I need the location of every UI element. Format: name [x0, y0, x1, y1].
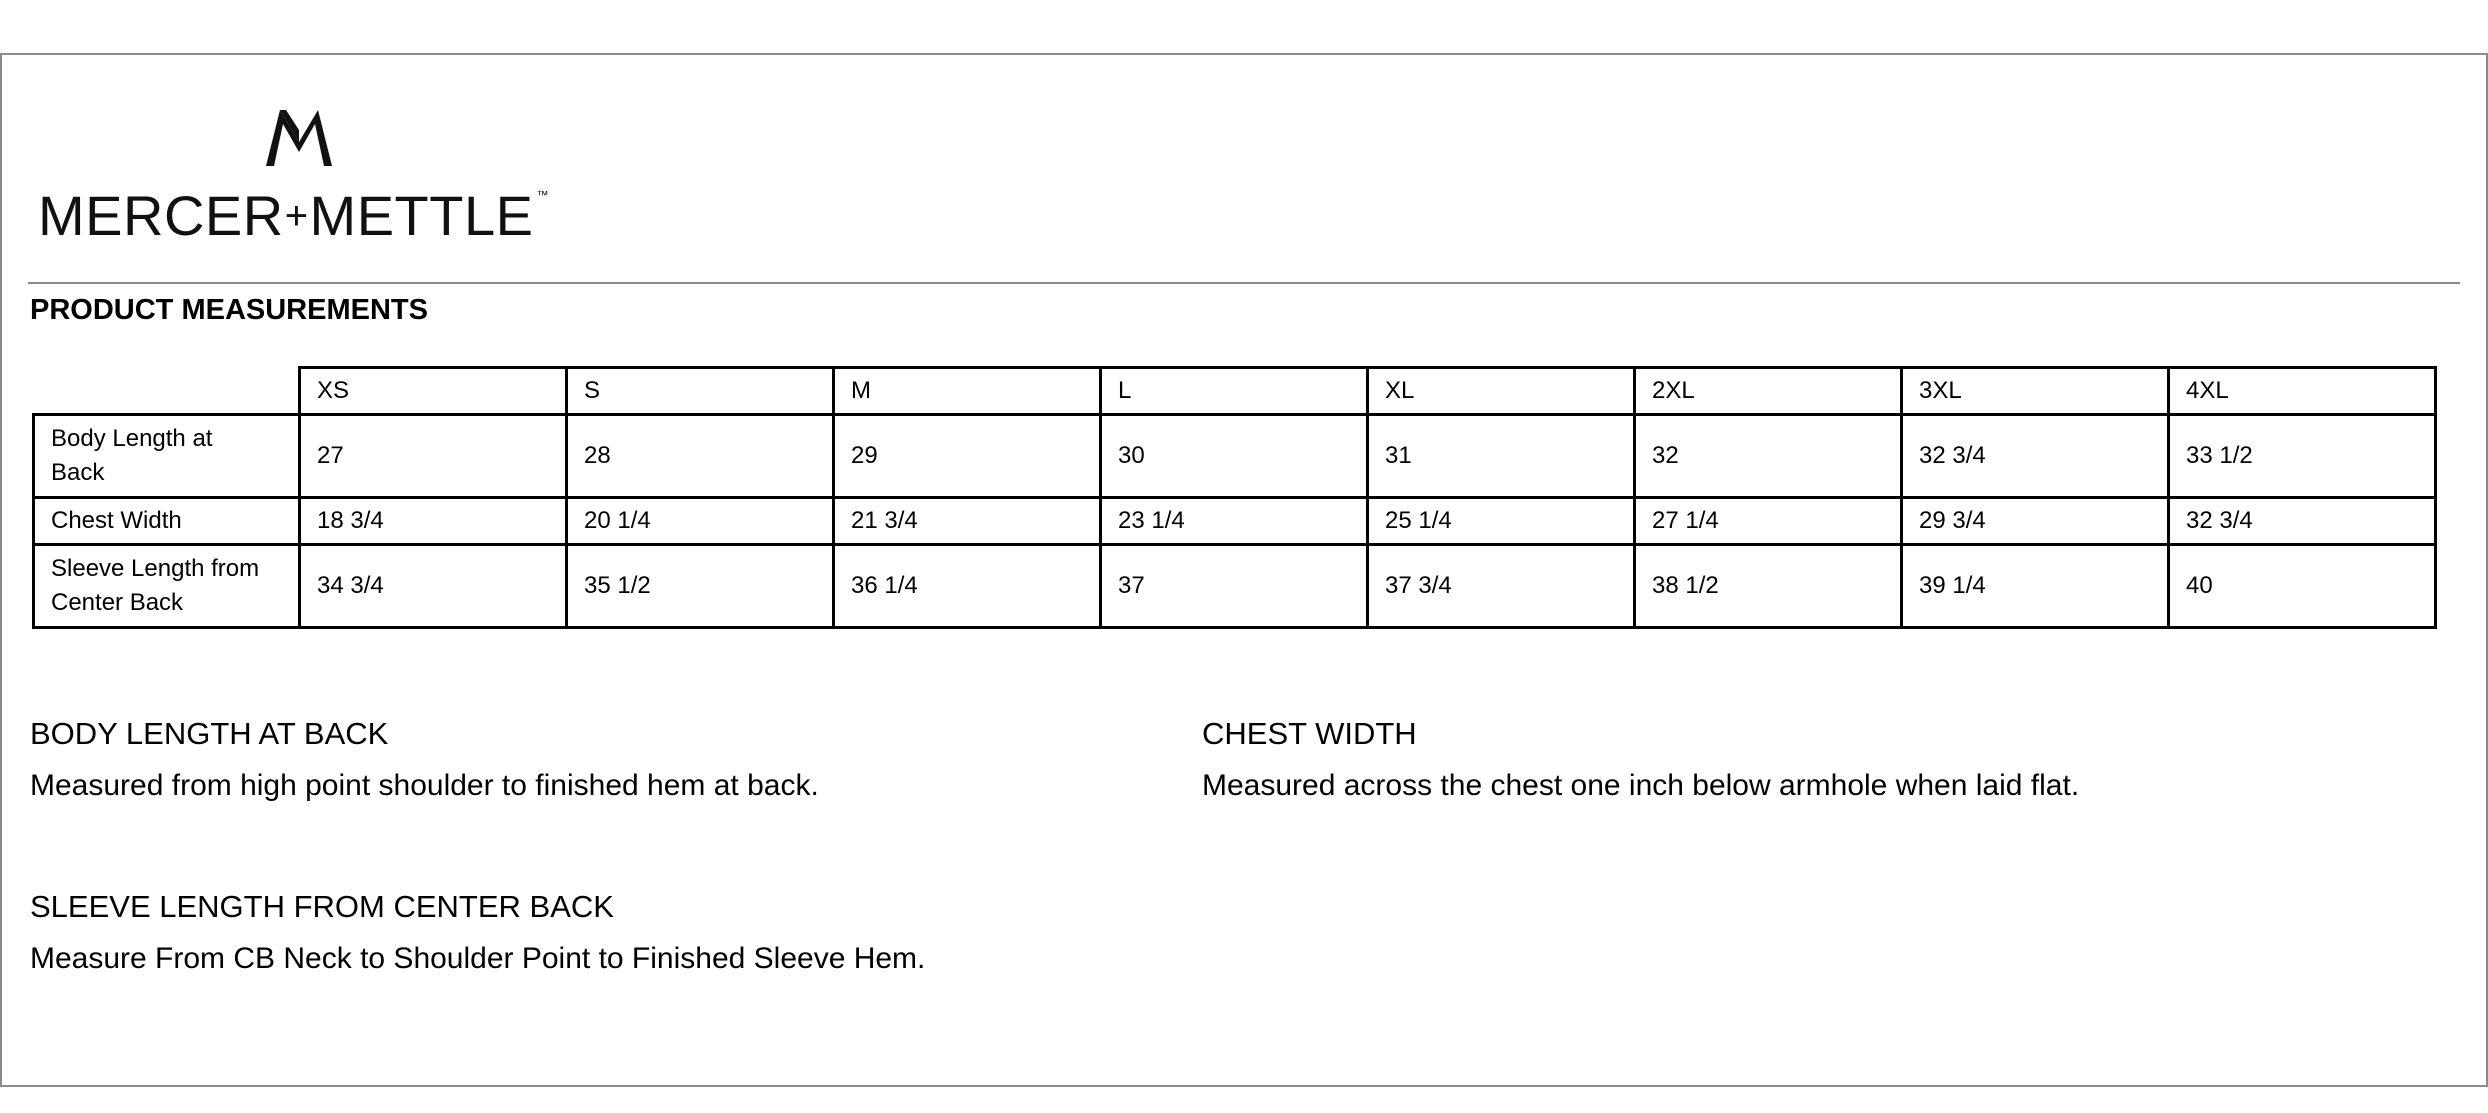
header-divider	[28, 282, 2460, 284]
definition-title: BODY LENGTH AT BACK	[30, 716, 389, 751]
table-cell: 18 3/4	[300, 498, 567, 545]
row-label-line: Body Length at	[51, 425, 213, 452]
row-label-line: Chest Width	[51, 507, 182, 534]
row-label	[34, 415, 300, 498]
brand-logo	[38, 108, 558, 248]
table-cell: 34 3/4	[300, 545, 567, 628]
table-cell: 38 1/2	[1635, 545, 1902, 628]
row-label-line: Sleeve Length from	[51, 555, 260, 582]
table-header-row	[34, 368, 2436, 415]
column-header: 2XL	[1635, 368, 1902, 415]
table-corner-cell	[34, 368, 300, 415]
table-cell: 37 3/4	[1368, 545, 1635, 628]
table-cell: 28	[567, 415, 834, 498]
definition-body-length	[30, 715, 819, 805]
table-cell: 33 1/2	[2169, 415, 2436, 498]
brand-name-plus: +	[284, 194, 309, 238]
table-cell: 29 3/4	[1902, 498, 2169, 545]
row-label	[34, 545, 300, 628]
table-cell: 29	[834, 415, 1101, 498]
column-header: L	[1101, 368, 1368, 415]
row-label-line: Center Back	[51, 589, 184, 616]
column-header: XS	[300, 368, 567, 415]
table-cell: 36 1/4	[834, 545, 1101, 628]
table-row	[34, 545, 2436, 628]
column-header: S	[567, 368, 834, 415]
table-cell: 32	[1635, 415, 1902, 498]
measurements-table	[32, 366, 2437, 629]
table-cell: 27 1/4	[1635, 498, 1902, 545]
table-cell: 27	[300, 415, 567, 498]
definition-title: CHEST WIDTH	[1202, 716, 1417, 751]
table-row	[34, 498, 2436, 545]
row-label	[34, 498, 300, 545]
column-header: 4XL	[2169, 368, 2436, 415]
table-cell: 31	[1368, 415, 1635, 498]
table-cell: 32 3/4	[1902, 415, 2169, 498]
table-cell: 35 1/2	[567, 545, 834, 628]
definition-text: Measured across the chest one inch below armhole when laid flat.	[1202, 769, 2080, 802]
column-header: 3XL	[1902, 368, 2169, 415]
table-cell: 30	[1101, 415, 1368, 498]
table-row	[34, 415, 2436, 498]
trademark-symbol: ™	[536, 188, 549, 202]
definition-chest-width	[1202, 715, 2079, 805]
brand-name-right: METTLE	[309, 184, 534, 247]
brand-name-left: MERCER	[38, 184, 284, 247]
table-cell: 32 3/4	[2169, 498, 2436, 545]
table-cell: 21 3/4	[834, 498, 1101, 545]
column-header: M	[834, 368, 1101, 415]
table-cell: 37	[1101, 545, 1368, 628]
column-header: XL	[1368, 368, 1635, 415]
definition-text: Measure From CB Neck to Shoulder Point to Finished Sleeve Hem.	[30, 942, 926, 975]
table-cell: 23 1/4	[1101, 498, 1368, 545]
table-cell: 40	[2169, 545, 2436, 628]
row-label-line: Back	[51, 459, 105, 486]
table-cell: 39 1/4	[1902, 545, 2169, 628]
table-cell: 25 1/4	[1368, 498, 1635, 545]
definition-sleeve-length	[30, 888, 925, 978]
brand-wordmark	[38, 186, 549, 261]
section-title: PRODUCT MEASUREMENTS	[30, 294, 428, 326]
definition-text: Measured from high point shoulder to finished hem at back.	[30, 769, 819, 802]
definition-title: SLEEVE LENGTH FROM CENTER BACK	[30, 889, 614, 924]
mercer-mettle-monogram-icon	[266, 108, 332, 166]
table-cell: 20 1/4	[567, 498, 834, 545]
